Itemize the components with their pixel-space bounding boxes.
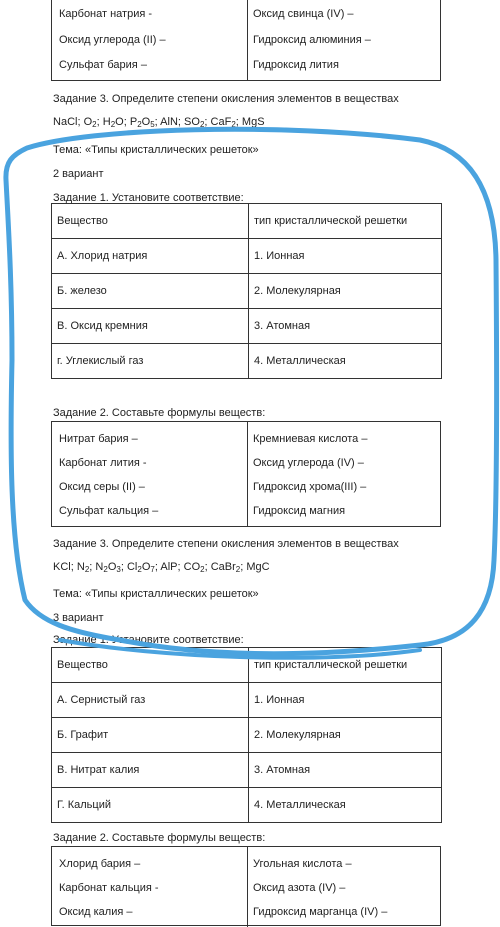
task2-title: Задание 2. Составьте формулы веществ: (53, 407, 266, 419)
task3-title: Задание 3. Определите степени окисления элементов в веществах (53, 93, 399, 105)
column-divider (247, 847, 248, 927)
table-header-row (52, 204, 442, 239)
formula-left: Карбонат натрия - (59, 8, 153, 20)
formula-left: Карбонат кальция - (59, 882, 159, 894)
formula-right: Оксид азота (IV) – (253, 882, 346, 894)
table-header-cell: Вещество (52, 204, 249, 239)
task3-formula: KCl; $N_2$; $N_2O_3$; $Cl_2O_7$; AlP; $CO_2$; CaBr$_2$; MgC (53, 561, 270, 574)
table-row (52, 788, 442, 823)
table-cell: 2. Молекулярная (249, 718, 442, 753)
formulas-box (51, 421, 441, 527)
formula-left: Оксид углерода (II) – (59, 34, 166, 46)
formula-right: Угольная кислота – (253, 858, 352, 870)
table-cell: 4. Металлическая (249, 344, 442, 379)
table-cell: 1. Ионная (249, 683, 442, 718)
formulas-box (51, 846, 441, 926)
formula-left: Оксид серы (II) – (59, 481, 145, 493)
table-cell: А. Сернистый газ (52, 683, 249, 718)
matching-table (51, 203, 442, 379)
formula-right: Кремниевая кислота – (253, 433, 368, 445)
top-formulas-box (51, 0, 441, 81)
task1-title: Задание 1. Установите соответствие: (53, 192, 244, 204)
table-cell: В. Оксид кремния (52, 309, 249, 344)
table-cell: А. Хлорид натрия (52, 239, 249, 274)
formula-right: Гидроксид магния (253, 505, 346, 517)
column-divider (247, 0, 248, 81)
table-cell: 4. Металлическая (249, 788, 442, 823)
table-cell: 2. Молекулярная (249, 274, 442, 309)
table-header-cell: тип кристаллической решетки (249, 204, 442, 239)
table-cell: г. Углекислый газ (52, 344, 249, 379)
formula-right: Оксид свинца (IV) – (253, 8, 354, 20)
variant-label: 2 вариант (53, 168, 104, 180)
table-cell: 1. Ионная (249, 239, 442, 274)
table-row (52, 683, 442, 718)
task3-formula: NaCl; $O_2$; $H_2O$; $P_2O_5$; AlN; $SO_2$; CaF$_2$; MgS (53, 116, 265, 129)
formula-right: Гидроксид марганца (IV) – (253, 906, 388, 918)
formula-left: Сульфат кальция – (59, 505, 159, 517)
table-cell: Г. Кальций (52, 788, 249, 823)
formula-left: Оксид калия – (59, 906, 133, 918)
table-row (52, 274, 442, 309)
table-row (52, 344, 442, 379)
formula-left: Хлорид бария – (59, 858, 141, 870)
variant-label: 3 вариант (53, 612, 104, 624)
topic-heading: Тема: «Типы кристаллических решеток» (53, 588, 259, 600)
matching-table (51, 647, 442, 823)
table-row (52, 753, 442, 788)
column-divider (247, 422, 248, 526)
table-header-cell: тип кристаллической решетки (249, 648, 442, 683)
table-header-row (52, 648, 442, 683)
table-cell: В. Нитрат калия (52, 753, 249, 788)
table-row (52, 718, 442, 753)
table-cell: 3. Атомная (249, 753, 442, 788)
table-row (52, 239, 442, 274)
formula-left: Сульфат бария – (59, 59, 147, 71)
task2-title: Задание 2. Составьте формулы веществ: (53, 832, 266, 844)
task3-title: Задание 3. Определите степени окисления элементов в веществах (53, 538, 399, 550)
formula-right: Гидроксид хрома(III) – (253, 481, 367, 493)
table-row (52, 309, 442, 344)
formula-right: Гидроксид лития (253, 59, 339, 71)
table-cell: Б. железо (52, 274, 249, 309)
formula-left: Нитрат бария – (59, 433, 138, 445)
table-cell: 3. Атомная (249, 309, 442, 344)
topic-heading: Тема: «Типы кристаллических решеток» (53, 144, 259, 156)
table-header-cell: Вещество (52, 648, 249, 683)
task1-title: Задание 1. Установите соответствие: (53, 634, 244, 646)
formula-right: Оксид углерода (IV) – (253, 457, 364, 469)
table-cell: Б. Графит (52, 718, 249, 753)
formula-left: Карбонат лития - (59, 457, 147, 469)
formula-right: Гидроксид алюминия – (253, 34, 371, 46)
